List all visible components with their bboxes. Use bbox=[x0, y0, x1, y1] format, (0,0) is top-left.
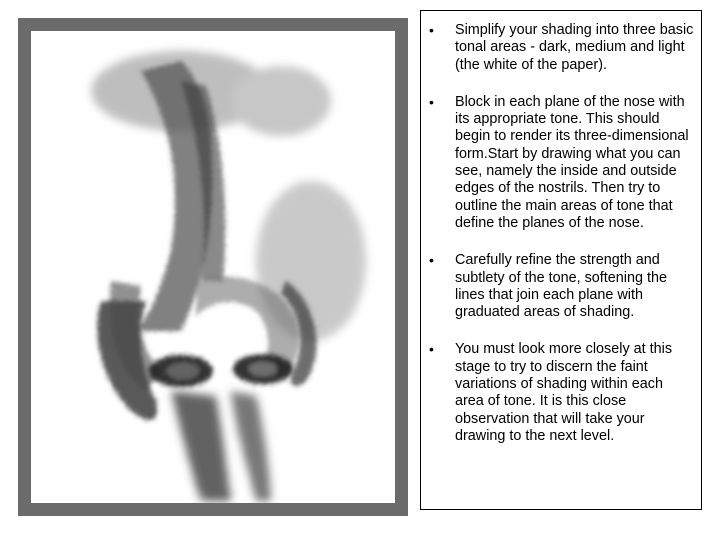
drawing-frame bbox=[18, 18, 408, 516]
left-nostril bbox=[149, 355, 213, 387]
instructions-box bbox=[420, 10, 702, 510]
under-nose-shading bbox=[171, 391, 271, 501]
left-wing-shadow bbox=[97, 281, 161, 420]
nose-drawing-image bbox=[31, 31, 395, 503]
right-nostril bbox=[233, 354, 293, 384]
instruction-text-3: Carefully refine the strength and subtlety of the tone, softening the lines that join each plane with graduated areas of shading. bbox=[455, 252, 668, 321]
bullet-marker: • bbox=[429, 252, 434, 269]
instruction-item-3 bbox=[421, 252, 695, 321]
instruction-text-4: You must look more closely at this stage to try to discern the faint variations of shading within each area of tone. It is this close observation that will take your drawing to the next level. bbox=[455, 341, 673, 444]
bullet-marker: • bbox=[429, 93, 434, 110]
instruction-item-1 bbox=[421, 22, 695, 74]
bullet-marker: • bbox=[429, 22, 434, 38]
instruction-text-1: Simplify your shading into three basic tonal areas - dark, medium and light (the white of the paper). bbox=[455, 22, 694, 73]
bullet-marker: • bbox=[429, 341, 434, 358]
nose-sketch-svg bbox=[31, 31, 395, 503]
instruction-text-2: Block in each plane of the nose with its appropriate tone. This should begin to render its three-dimensional form.Start by drawing what you can see, namely the inside and outside edges of the nostrils. Then try to outline the main areas of tone that define the planes of the nose. bbox=[455, 93, 689, 231]
instruction-item-4 bbox=[421, 341, 695, 445]
instruction-item-2 bbox=[421, 94, 695, 232]
instructions-list bbox=[421, 11, 701, 445]
